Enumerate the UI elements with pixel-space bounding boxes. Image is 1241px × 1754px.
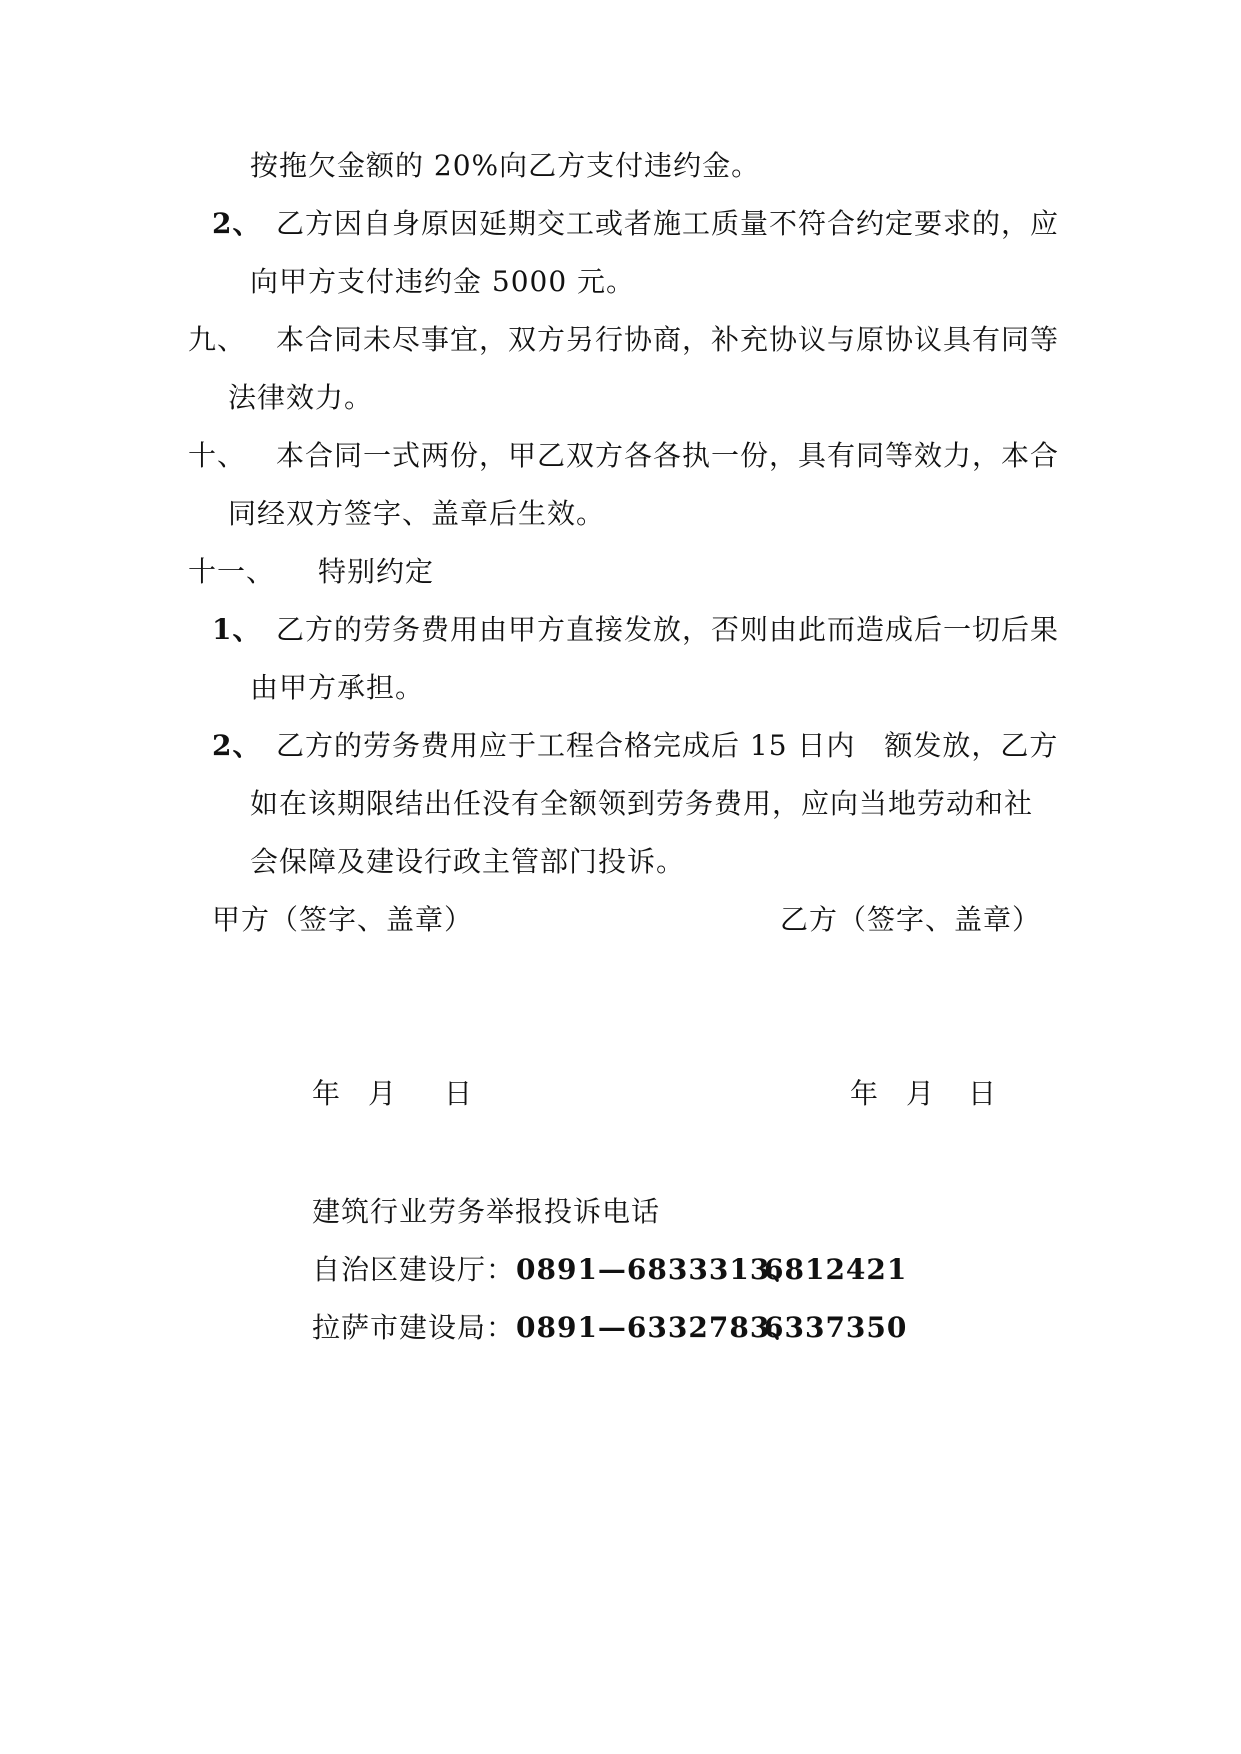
clause10-line1: 本合同一式两份，甲乙双方各各执一份，具有同等效力，本合 — [276, 439, 1060, 472]
party-b-signature-label: 乙方（签字、盖章） — [780, 903, 1042, 936]
date-b-day: 日 — [968, 1077, 998, 1110]
hotline-row2-phone2: 6337350 — [764, 1311, 908, 1344]
clause8-item1-tail: 按拖欠金额的 20%向乙方支付违约金。 — [250, 149, 761, 182]
clause9-line2: 法律效力。 — [228, 381, 374, 414]
hotline-row2-org: 拉萨市建设局： — [312, 1311, 516, 1344]
hotline-row2-phone1: 0891—6332783、 — [516, 1311, 800, 1344]
clause11-item2-line1: 乙方的劳务费用应于工程合格完成后 15 日内 额发放，乙方 — [276, 729, 1059, 762]
clause11-item2-number: 2、 — [212, 729, 262, 762]
clause11-item1-line1: 乙方的劳务费用由甲方直接发放，否则由此而造成后一切后果 — [276, 613, 1060, 646]
clause11-item2-line3: 会保障及建设行政主管部门投诉。 — [250, 845, 686, 878]
hotline-title: 建筑行业劳务举报投诉电话 — [312, 1195, 661, 1228]
date-a-year: 年 — [312, 1077, 342, 1110]
clause9-number: 九、 — [188, 323, 247, 356]
clause9-line1: 本合同未尽事宜，双方另行协商，补充协议与原协议具有同等 — [276, 323, 1060, 356]
clause8-item2-line2: 向甲方支付违约金 5000 元。 — [250, 265, 636, 298]
clause11-item2-line2: 如在该期限结出任没有全额领到劳务费用，应向当地劳动和社 — [250, 787, 1034, 820]
clause10-line2: 同经双方签字、盖章后生效。 — [228, 497, 606, 530]
hotline-row1-org: 自治区建设厅： — [312, 1253, 516, 1286]
party-a-signature-label: 甲方（签字、盖章） — [212, 903, 474, 936]
date-a-day: 日 — [444, 1077, 474, 1110]
clause11-item1-line2: 由甲方承担。 — [250, 671, 425, 704]
clause11-item1-number: 1、 — [212, 613, 262, 646]
date-b-year: 年 — [850, 1077, 880, 1110]
hotline-row1-phone1: 0891—6833313、 — [516, 1253, 800, 1286]
clause11-number: 十一、 — [188, 555, 276, 588]
hotline-row1-phone2: 6812421 — [764, 1253, 908, 1286]
clause11-title: 特别约定 — [318, 555, 435, 588]
clause8-item2-line1: 乙方因自身原因延期交工或者施工质量不符合约定要求的，应 — [276, 207, 1060, 240]
date-b-month: 月 — [906, 1077, 936, 1110]
date-a-month: 月 — [368, 1077, 398, 1110]
clause10-number: 十、 — [188, 439, 247, 472]
clause8-item2-number: 2、 — [212, 207, 262, 240]
